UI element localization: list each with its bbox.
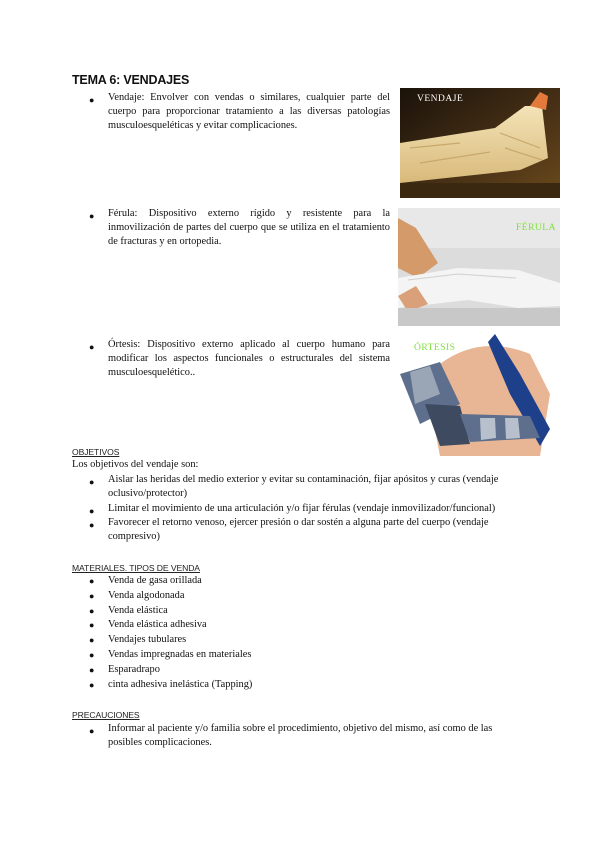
- list-item: ● cinta adhesiva inelástica (Tapping): [89, 678, 252, 693]
- list-item: ● Venda de gasa orillada: [89, 574, 252, 589]
- precauciones-heading: PRECAUCIONES: [72, 710, 140, 720]
- ferula-image: [398, 208, 560, 326]
- ortesis-image-label: ÓRTESIS: [414, 343, 456, 353]
- list-item: ● Vendajes tubulares: [89, 633, 252, 648]
- list-item: ● Esparadrapo: [89, 663, 252, 678]
- bullet: ●: [89, 506, 95, 516]
- definition-ortesis: Órtesis: Dispositivo externo aplicado al cuerpo humano para modificar los aspectos funcionales o estructurales del sistema musculoesquelético..: [108, 339, 390, 378]
- objetivo-item: Limitar el movimiento de una articulación y/o fijar férulas (vendaje inmovilizador/funcional): [108, 503, 496, 514]
- bullet: ●: [89, 211, 95, 221]
- list-item: ● Venda elástica adhesiva: [89, 618, 252, 633]
- precaucion-item: Informar al paciente y/o familia sobre el procedimiento, objetivo del mismo, así como de las posibles complicaciones.: [108, 723, 493, 748]
- materiales-list: [89, 574, 252, 692]
- definition-vendaje: Vendaje: Envolver con vendas o similares, cualquier parte del cuerpo para proporcionar tratamiento a las diversas patologías musculoesqueléticas y evitar complicaciones.: [108, 92, 390, 131]
- list-item: ● Vendas impregnadas en materiales: [89, 648, 252, 663]
- ortesis-image: [400, 334, 560, 456]
- page-title: TEMA 6: VENDAJES: [72, 73, 190, 87]
- objetivo-item: Favorecer el retorno venoso, ejercer presión o dar sostén a alguna parte del cuerpo (vendaje compresivo): [108, 517, 489, 542]
- definition-ferula: Férula: Dispositivo externo rígido y resistente para la inmovilización de partes del cuerpo que se utiliza en el tratamiento de fracturas y en ortopedia.: [108, 208, 390, 247]
- vendaje-image-label: VENDAJE: [417, 94, 464, 104]
- bullet: ●: [89, 477, 95, 487]
- ferula-image-label: FÉRULA: [516, 223, 556, 233]
- materiales-heading: MATERIALES. TIPOS DE VENDA: [72, 563, 200, 573]
- vendaje-image: [400, 88, 560, 198]
- bullet: ●: [89, 726, 95, 736]
- bullet: ●: [89, 520, 95, 530]
- bullet: ●: [89, 342, 95, 352]
- list-item: ● Venda algodonada: [89, 589, 252, 604]
- bullet: ●: [89, 95, 95, 105]
- objetivo-item: Aislar las heridas del medio exterior y evitar su contaminación, fijar apósitos y curas (vendaje oclusivo/protector): [108, 474, 499, 499]
- objetivos-heading: OBJETIVOS: [72, 447, 120, 457]
- objetivos-intro: Los objetivos del vendaje son:: [72, 459, 199, 470]
- list-item: ● Venda elástica: [89, 604, 252, 619]
